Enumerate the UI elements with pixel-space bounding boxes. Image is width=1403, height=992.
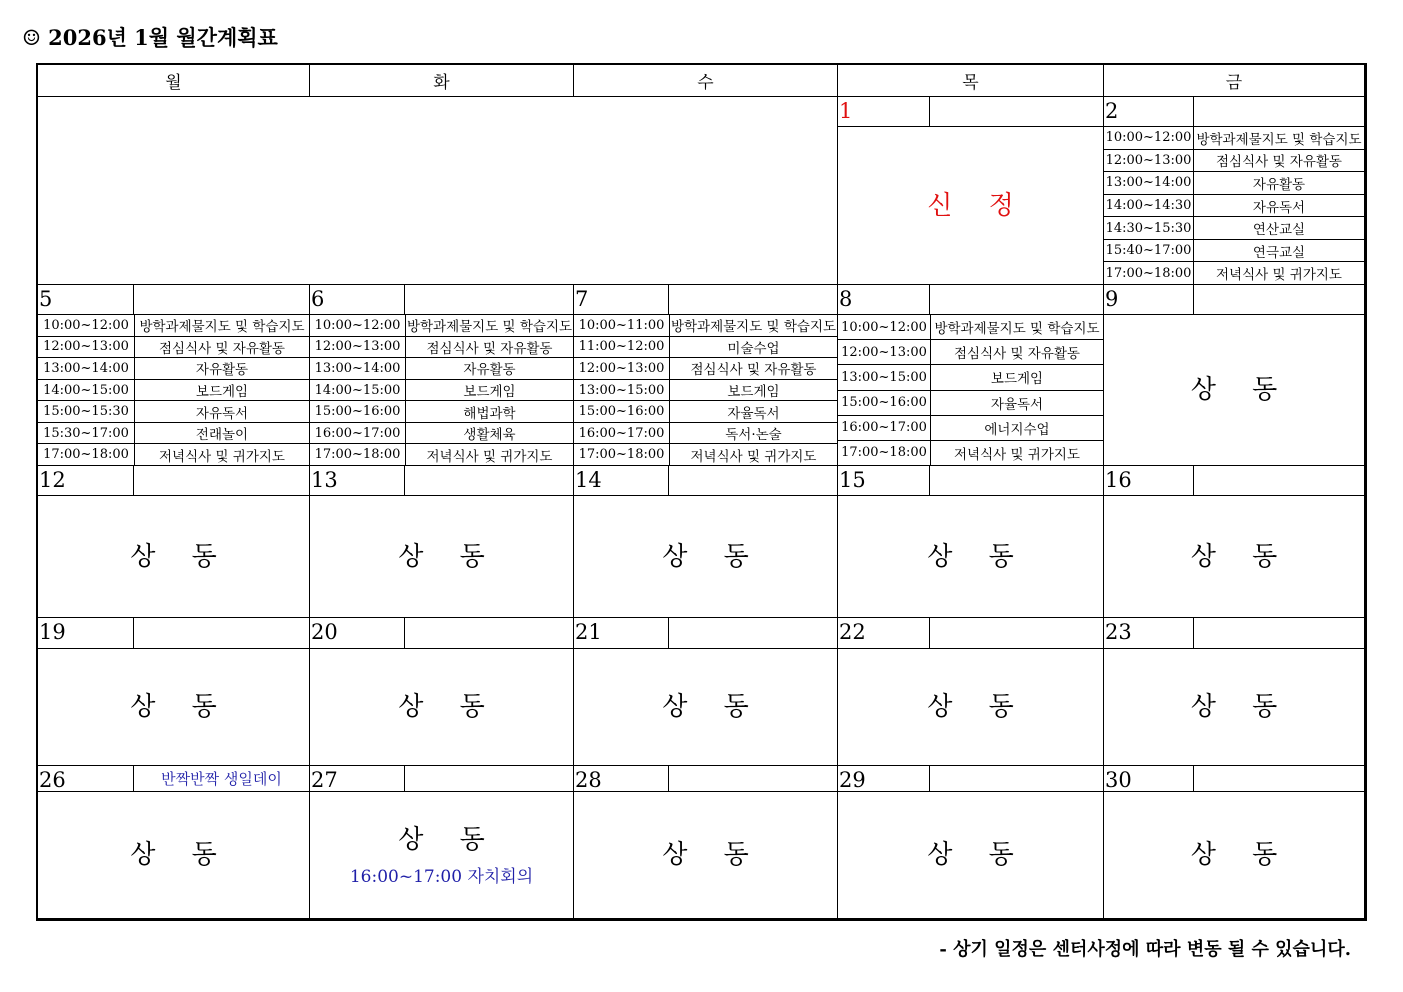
day-note	[669, 466, 838, 496]
day-note	[134, 466, 310, 496]
day-number-text: 13	[311, 468, 338, 492]
weekday-label: 수	[697, 73, 714, 93]
day-number-text: 8	[839, 287, 853, 311]
day-number-text: 15	[839, 468, 866, 492]
day-content-text: 상 동	[1190, 541, 1292, 572]
day-number	[1104, 466, 1194, 496]
schedule-time: 12:00~13:00	[1104, 150, 1194, 172]
schedule-row	[310, 444, 573, 465]
schedule-time: 12:00~13:00	[574, 358, 670, 379]
day-content	[38, 649, 310, 766]
day-number	[574, 766, 669, 792]
schedule-row	[574, 444, 837, 465]
schedule-activity: 자유활동	[195, 362, 249, 379]
schedule-row	[38, 337, 309, 359]
day-content-text: 상 동	[1190, 692, 1292, 722]
day-content	[1104, 792, 1365, 919]
schedule-activity: 방학과제물지도 및 학습지도	[934, 321, 1100, 338]
day-note	[1194, 466, 1365, 496]
schedule-time: 13:00~14:00	[1104, 172, 1194, 194]
schedule-time: 12:00~13:00	[838, 340, 931, 364]
day-note	[930, 466, 1104, 496]
schedule-time: 12:00~13:00	[310, 337, 406, 358]
day-number	[1104, 285, 1194, 315]
day-note	[930, 766, 1104, 792]
schedule-row	[838, 315, 1103, 340]
weekday-header	[574, 65, 838, 97]
day-number	[38, 766, 134, 792]
day-note	[1194, 766, 1365, 792]
schedule-time: 15:00~16:00	[574, 401, 670, 422]
day-number	[838, 285, 930, 315]
schedule-row	[574, 337, 837, 359]
day-note	[405, 466, 574, 496]
schedule-row	[838, 391, 1103, 416]
day-content-text: 상 동	[927, 840, 1028, 870]
day-number-text: 6	[311, 287, 325, 311]
day-content	[38, 792, 310, 919]
schedule-activity: 자율독서	[990, 396, 1044, 413]
schedule-table	[574, 315, 838, 466]
schedule-activity: 자유독서	[195, 405, 249, 422]
day-number	[1104, 618, 1194, 649]
day-number-text: 20	[311, 620, 338, 644]
day-number	[310, 466, 405, 496]
day-number	[574, 618, 669, 649]
day-content	[310, 496, 574, 618]
schedule-row	[838, 340, 1103, 365]
schedule-activity: 저녁식사 및 귀가지도	[159, 448, 285, 465]
day-number-text: 28	[575, 768, 602, 792]
day-content	[838, 496, 1104, 618]
day-number-text: 21	[575, 620, 602, 644]
day-note	[930, 618, 1104, 649]
weekday-label: 화	[433, 73, 450, 93]
day-number	[38, 285, 134, 315]
day-content	[838, 127, 1104, 285]
day-note	[669, 285, 838, 315]
schedule-time: 10:00~12:00	[838, 315, 931, 339]
schedule-time: 17:00~18:00	[38, 444, 135, 465]
schedule-row	[1104, 127, 1364, 150]
day-content	[38, 496, 310, 618]
schedule-activity: 자유활동	[463, 362, 516, 379]
day-content	[1104, 315, 1365, 466]
weekday-label: 월	[165, 73, 182, 93]
schedule-activity: 자유활동	[1252, 176, 1306, 193]
schedule-activity: 점심식사 및 자유활동	[426, 340, 553, 357]
schedule-row	[38, 444, 309, 465]
day-number-text: 26	[39, 768, 66, 792]
day-note	[669, 766, 838, 792]
day-number-text: 29	[839, 768, 866, 792]
day-content-text: 상 동	[1190, 375, 1292, 405]
schedule-activity: 자유독서	[1252, 199, 1306, 216]
schedule-time: 13:00~14:00	[38, 358, 135, 379]
day-number-text: 9	[1105, 287, 1119, 311]
day-content-text: 상 동	[130, 840, 231, 870]
day-number-text: 1	[839, 99, 853, 123]
schedule-time: 15:00~15:30	[38, 401, 135, 422]
schedule-time: 13:00~15:00	[838, 365, 931, 389]
day-number	[38, 618, 134, 649]
schedule-time: 15:00~16:00	[310, 401, 406, 422]
day-number-text: 19	[39, 620, 66, 644]
day-number	[574, 285, 669, 315]
day-number-text: 16	[1105, 468, 1132, 492]
schedule-table	[1104, 127, 1365, 285]
day-content-text: 상 동	[398, 824, 499, 855]
day-note	[134, 766, 310, 792]
schedule-activity: 에너지수업	[984, 421, 1050, 438]
schedule-row	[310, 401, 573, 423]
schedule-activity: 방학과제물지도 및 학습지도	[1196, 131, 1362, 148]
schedule-activity: 자율독서	[727, 405, 780, 422]
schedule-time: 17:00~18:00	[574, 444, 670, 465]
schedule-activity: 방학과제물지도 및 학습지도	[670, 319, 837, 336]
schedule-row	[574, 315, 837, 337]
schedule-row	[1104, 262, 1364, 284]
schedule-time: 17:00~18:00	[838, 441, 931, 465]
schedule-row	[38, 380, 309, 402]
day-content-text: 상 동	[927, 541, 1028, 572]
day-number-text: 2	[1105, 99, 1119, 123]
day-content-text: 상 동	[662, 692, 763, 722]
schedule-time: 12:00~13:00	[38, 337, 135, 358]
schedule-activity: 점심식사 및 자유활동	[1216, 154, 1342, 171]
day-content-text: 상 동	[662, 541, 763, 572]
schedule-time: 15:30~17:00	[38, 423, 135, 444]
day-number-text: 7	[575, 287, 589, 311]
day-note	[669, 618, 838, 649]
day-content-text: 상 동	[130, 541, 231, 572]
schedule-table	[838, 315, 1104, 466]
schedule-activity: 연산교실	[1252, 222, 1306, 239]
day-content	[574, 649, 838, 766]
day-number-text: 12	[39, 468, 66, 492]
day-content-text: 상 동	[927, 692, 1028, 722]
schedule-row	[574, 401, 837, 423]
day-number-text: 14	[575, 468, 602, 492]
schedule-activity: 전래놀이	[195, 427, 249, 444]
schedule-time: 14:00~15:00	[38, 380, 135, 401]
schedule-time: 13:00~14:00	[310, 358, 406, 379]
schedule-row	[574, 380, 837, 402]
schedule-table	[310, 315, 574, 466]
weekday-header	[1104, 65, 1365, 97]
day-content-text: 신 정	[927, 190, 1028, 221]
schedule-activity: 연극교실	[1252, 244, 1306, 261]
schedule-activity: 독서·논술	[725, 427, 782, 444]
day-content-text: 상 동	[398, 692, 499, 722]
schedule-row	[38, 358, 309, 380]
schedule-row	[310, 380, 573, 402]
schedule-time: 15:00~16:00	[838, 391, 931, 415]
footer-note: - 상기 일정은 센터사정에 따라 변동 될 수 있습니다.	[939, 939, 1351, 960]
day-content-text: 상 동	[662, 840, 763, 870]
schedule-time: 16:00~17:00	[574, 423, 670, 444]
schedule-time: 16:00~17:00	[838, 416, 931, 440]
schedule-table	[38, 315, 310, 466]
schedule-row	[574, 358, 837, 380]
calendar-table	[36, 63, 1367, 921]
day-content-text: 상 동	[1190, 840, 1292, 870]
day-number-text: 30	[1105, 768, 1132, 792]
day-note	[405, 618, 574, 649]
day-content-text: 상 동	[398, 541, 499, 572]
schedule-time: 10:00~12:00	[38, 315, 135, 336]
day-note	[405, 285, 574, 315]
day-number	[838, 766, 930, 792]
day-number	[838, 97, 930, 127]
schedule-row	[574, 423, 837, 445]
schedule-row	[1104, 217, 1364, 240]
day-number-text: 5	[39, 287, 53, 311]
schedule-row	[838, 416, 1103, 441]
schedule-activity: 해법과학	[463, 405, 516, 422]
day-note	[1194, 618, 1365, 649]
schedule-activity: 보드게임	[195, 384, 249, 401]
schedule-time: 10:00~12:00	[310, 315, 406, 336]
schedule-time: 17:00~18:00	[1104, 262, 1194, 284]
weekday-header	[38, 65, 310, 97]
day-content	[1104, 496, 1365, 618]
schedule-activity: 미술수업	[727, 340, 780, 357]
day-note	[930, 97, 1104, 127]
day-number	[38, 466, 134, 496]
day-content	[310, 649, 574, 766]
schedule-activity: 저녁식사 및 귀가지도	[1216, 267, 1342, 284]
schedule-activity: 보드게임	[463, 384, 516, 401]
day-note-text: 반짝반짝 생일데이	[161, 770, 282, 788]
schedule-activity: 점심식사 및 자유활동	[954, 346, 1080, 363]
schedule-activity: 점심식사 및 자유활동	[159, 340, 285, 357]
day-note	[1194, 285, 1365, 315]
weekday-label: 금	[1225, 73, 1243, 93]
schedule-row	[1104, 172, 1364, 195]
weekday-header	[310, 65, 574, 97]
day-number-text: 27	[311, 768, 338, 792]
schedule-time: 10:00~11:00	[574, 315, 670, 336]
schedule-row	[38, 423, 309, 445]
day-content	[1104, 649, 1365, 766]
day-content	[574, 792, 838, 919]
day-content	[574, 496, 838, 618]
schedule-activity: 방학과제물지도 및 학습지도	[139, 319, 305, 336]
schedule-row	[38, 401, 309, 423]
day-number-text: 23	[1105, 620, 1132, 644]
day-note	[405, 766, 574, 792]
schedule-time: 14:00~15:00	[310, 380, 406, 401]
schedule-row	[1104, 195, 1364, 218]
day-content	[838, 649, 1104, 766]
schedule-time: 13:00~15:00	[574, 380, 670, 401]
event-text: 16:00~17:00 자치회의	[349, 866, 534, 887]
day-number	[1104, 766, 1194, 792]
schedule-row	[1104, 150, 1364, 173]
schedule-time: 14:00~14:30	[1104, 195, 1194, 217]
schedule-row	[310, 337, 573, 359]
day-note	[134, 618, 310, 649]
schedule-row	[838, 365, 1103, 390]
schedule-row	[310, 423, 573, 445]
schedule-time: 15:40~17:00	[1104, 240, 1194, 262]
day-number	[574, 466, 669, 496]
schedule-activity: 저녁식사 및 귀가지도	[690, 448, 817, 465]
day-number	[838, 618, 930, 649]
day-content	[310, 792, 574, 919]
schedule-row	[1104, 240, 1364, 263]
schedule-time: 11:00~12:00	[574, 337, 670, 358]
day-content-text: 상 동	[130, 692, 231, 722]
schedule-time: 14:30~15:30	[1104, 217, 1194, 239]
day-number	[310, 618, 405, 649]
schedule-time: 17:00~18:00	[310, 444, 406, 465]
schedule-activity: 보드게임	[990, 371, 1044, 388]
schedule-activity: 점심식사 및 자유활동	[690, 362, 817, 379]
schedule-row	[38, 315, 309, 337]
day-number-text: 22	[839, 620, 866, 644]
schedule-row	[310, 315, 573, 337]
empty-cell	[38, 97, 838, 285]
day-note	[134, 285, 310, 315]
weekday-label: 목	[962, 73, 979, 93]
schedule-activity: 보드게임	[727, 384, 780, 401]
schedule-row	[838, 441, 1103, 465]
schedule-activity: 저녁식사 및 귀가지도	[426, 448, 553, 465]
schedule-time: 16:00~17:00	[310, 423, 406, 444]
schedule-row	[310, 358, 573, 380]
weekday-header	[838, 65, 1104, 97]
day-number	[1104, 97, 1194, 127]
schedule-activity: 생활체육	[463, 427, 516, 444]
schedule-activity: 저녁식사 및 귀가지도	[954, 446, 1080, 463]
day-note	[1194, 97, 1365, 127]
schedule-activity: 방학과제물지도 및 학습지도	[406, 319, 573, 336]
page-title: ☺ 2026년 1월 월간계획표	[22, 25, 278, 50]
day-number	[310, 285, 405, 315]
schedule-time: 10:00~12:00	[1104, 127, 1194, 149]
day-content	[838, 792, 1104, 919]
day-number	[310, 766, 405, 792]
day-number	[838, 466, 930, 496]
day-note	[930, 285, 1104, 315]
